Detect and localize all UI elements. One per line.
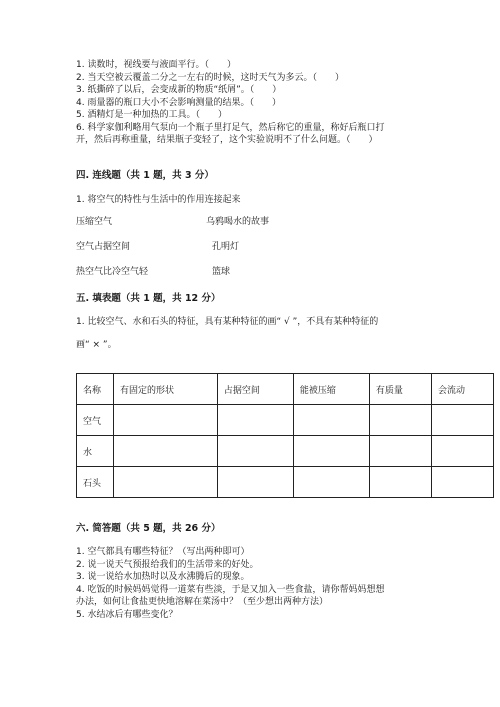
judge-item: 4. 雨量器的瓶口大小不会影响测量的结果。（ ） bbox=[76, 97, 281, 108]
table-row-label: 水 bbox=[77, 436, 114, 467]
table-cell[interactable] bbox=[431, 405, 493, 436]
short-answer-list bbox=[76, 546, 436, 621]
section-5-question-line1: 1. 比较空气、水和石头的特征，具有某种特征的画“ √ ”，不具有某种特征的 bbox=[76, 317, 379, 327]
section-4-title: 四. 连线题（共 1 题，共 3 分） bbox=[76, 170, 214, 181]
short-answer-item: 3. 说一说给水加热时以及水沸腾后的现象。 bbox=[76, 572, 250, 582]
comparison-table bbox=[76, 373, 494, 498]
section-5-question-line2: 画“ × ”。 bbox=[76, 340, 117, 350]
table-cell[interactable] bbox=[217, 436, 293, 467]
table-cell[interactable] bbox=[293, 436, 369, 467]
table-cell[interactable] bbox=[369, 436, 431, 467]
table-row bbox=[77, 436, 494, 467]
table-header-cell: 占据空间 bbox=[217, 374, 293, 405]
table-cell[interactable] bbox=[114, 405, 218, 436]
table-header-cell: 能被压缩 bbox=[293, 374, 369, 405]
table-row bbox=[77, 467, 494, 498]
table-cell[interactable] bbox=[369, 405, 431, 436]
section-4-question: 1. 将空气的特性与生活中的作用连接起来 bbox=[76, 195, 241, 205]
short-answer-item: 2. 说一说天气预报给我们的生活带来的好处。 bbox=[76, 559, 259, 570]
judge-item: 3. 纸撕碎了以后，会变成新的物质“纸屑”。（ ） bbox=[76, 85, 282, 95]
judge-item: 5. 酒精灯是一种加热的工具。（ ） bbox=[76, 110, 227, 120]
table-cell[interactable] bbox=[431, 436, 493, 467]
short-answer-item: 4. 吃饭的时候妈妈觉得一道菜有些淡，于是又加入一些食盐，请你帮妈妈想想 bbox=[76, 584, 385, 595]
table-cell[interactable] bbox=[293, 405, 369, 436]
match-right-item: 篮球 bbox=[212, 267, 231, 277]
judge-item: 开，然后再称重量，结果瓶子变轻了，这个实验说明不了什么问题。（ ） bbox=[76, 135, 378, 145]
table-header-cell: 有质量 bbox=[369, 374, 431, 405]
table-cell[interactable] bbox=[114, 436, 218, 467]
table-row-label: 石头 bbox=[77, 467, 114, 498]
judge-item: 1. 读数时，视线要与液面平行。（ ） bbox=[76, 60, 236, 70]
table-row bbox=[77, 405, 494, 436]
short-answer-item: 1. 空气都具有哪些特征？（写出两种即可） bbox=[76, 547, 250, 557]
section-5-title: 五. 填表题（共 1 题，共 12 分） bbox=[76, 293, 221, 304]
table-header-cell: 会流动 bbox=[431, 374, 493, 405]
judge-question-list bbox=[76, 59, 436, 147]
match-right-item: 乌鸦喝水的故事 bbox=[206, 217, 270, 227]
short-answer-item: 办法，如何让食盐更快地溶解在菜汤中？（至少想出两种方法） bbox=[76, 597, 329, 607]
judge-item: 6. 科学家伽利略用气泵向一个瓶子里打足气，然后称它的重量，称好后瓶口打 bbox=[76, 122, 385, 133]
match-left-item: 空气占据空间 bbox=[76, 242, 131, 252]
table-row-label: 空气 bbox=[77, 405, 114, 436]
table-header-cell: 名称 bbox=[77, 374, 114, 405]
section-6-title: 六. 简答题（共 5 题，共 26 分） bbox=[76, 523, 221, 534]
match-left-item: 压缩空气 bbox=[76, 217, 113, 227]
table-header-row bbox=[77, 374, 494, 405]
table-cell[interactable] bbox=[369, 467, 431, 498]
match-left-item: 热空气比冷空气轻 bbox=[76, 267, 149, 277]
short-answer-item: 5. 水结冰后有哪些变化？ bbox=[76, 609, 178, 620]
match-right-item: 孔明灯 bbox=[212, 242, 240, 252]
table-cell[interactable] bbox=[217, 405, 293, 436]
judge-item: 2. 当天空被云覆盖二分之一左右的时候，这时天气为多云。（ ） bbox=[76, 72, 344, 83]
table-cell[interactable] bbox=[114, 467, 218, 498]
table-cell[interactable] bbox=[217, 467, 293, 498]
table-cell[interactable] bbox=[431, 467, 493, 498]
table-cell[interactable] bbox=[293, 467, 369, 498]
table-header-cell: 有固定的形状 bbox=[114, 374, 218, 405]
